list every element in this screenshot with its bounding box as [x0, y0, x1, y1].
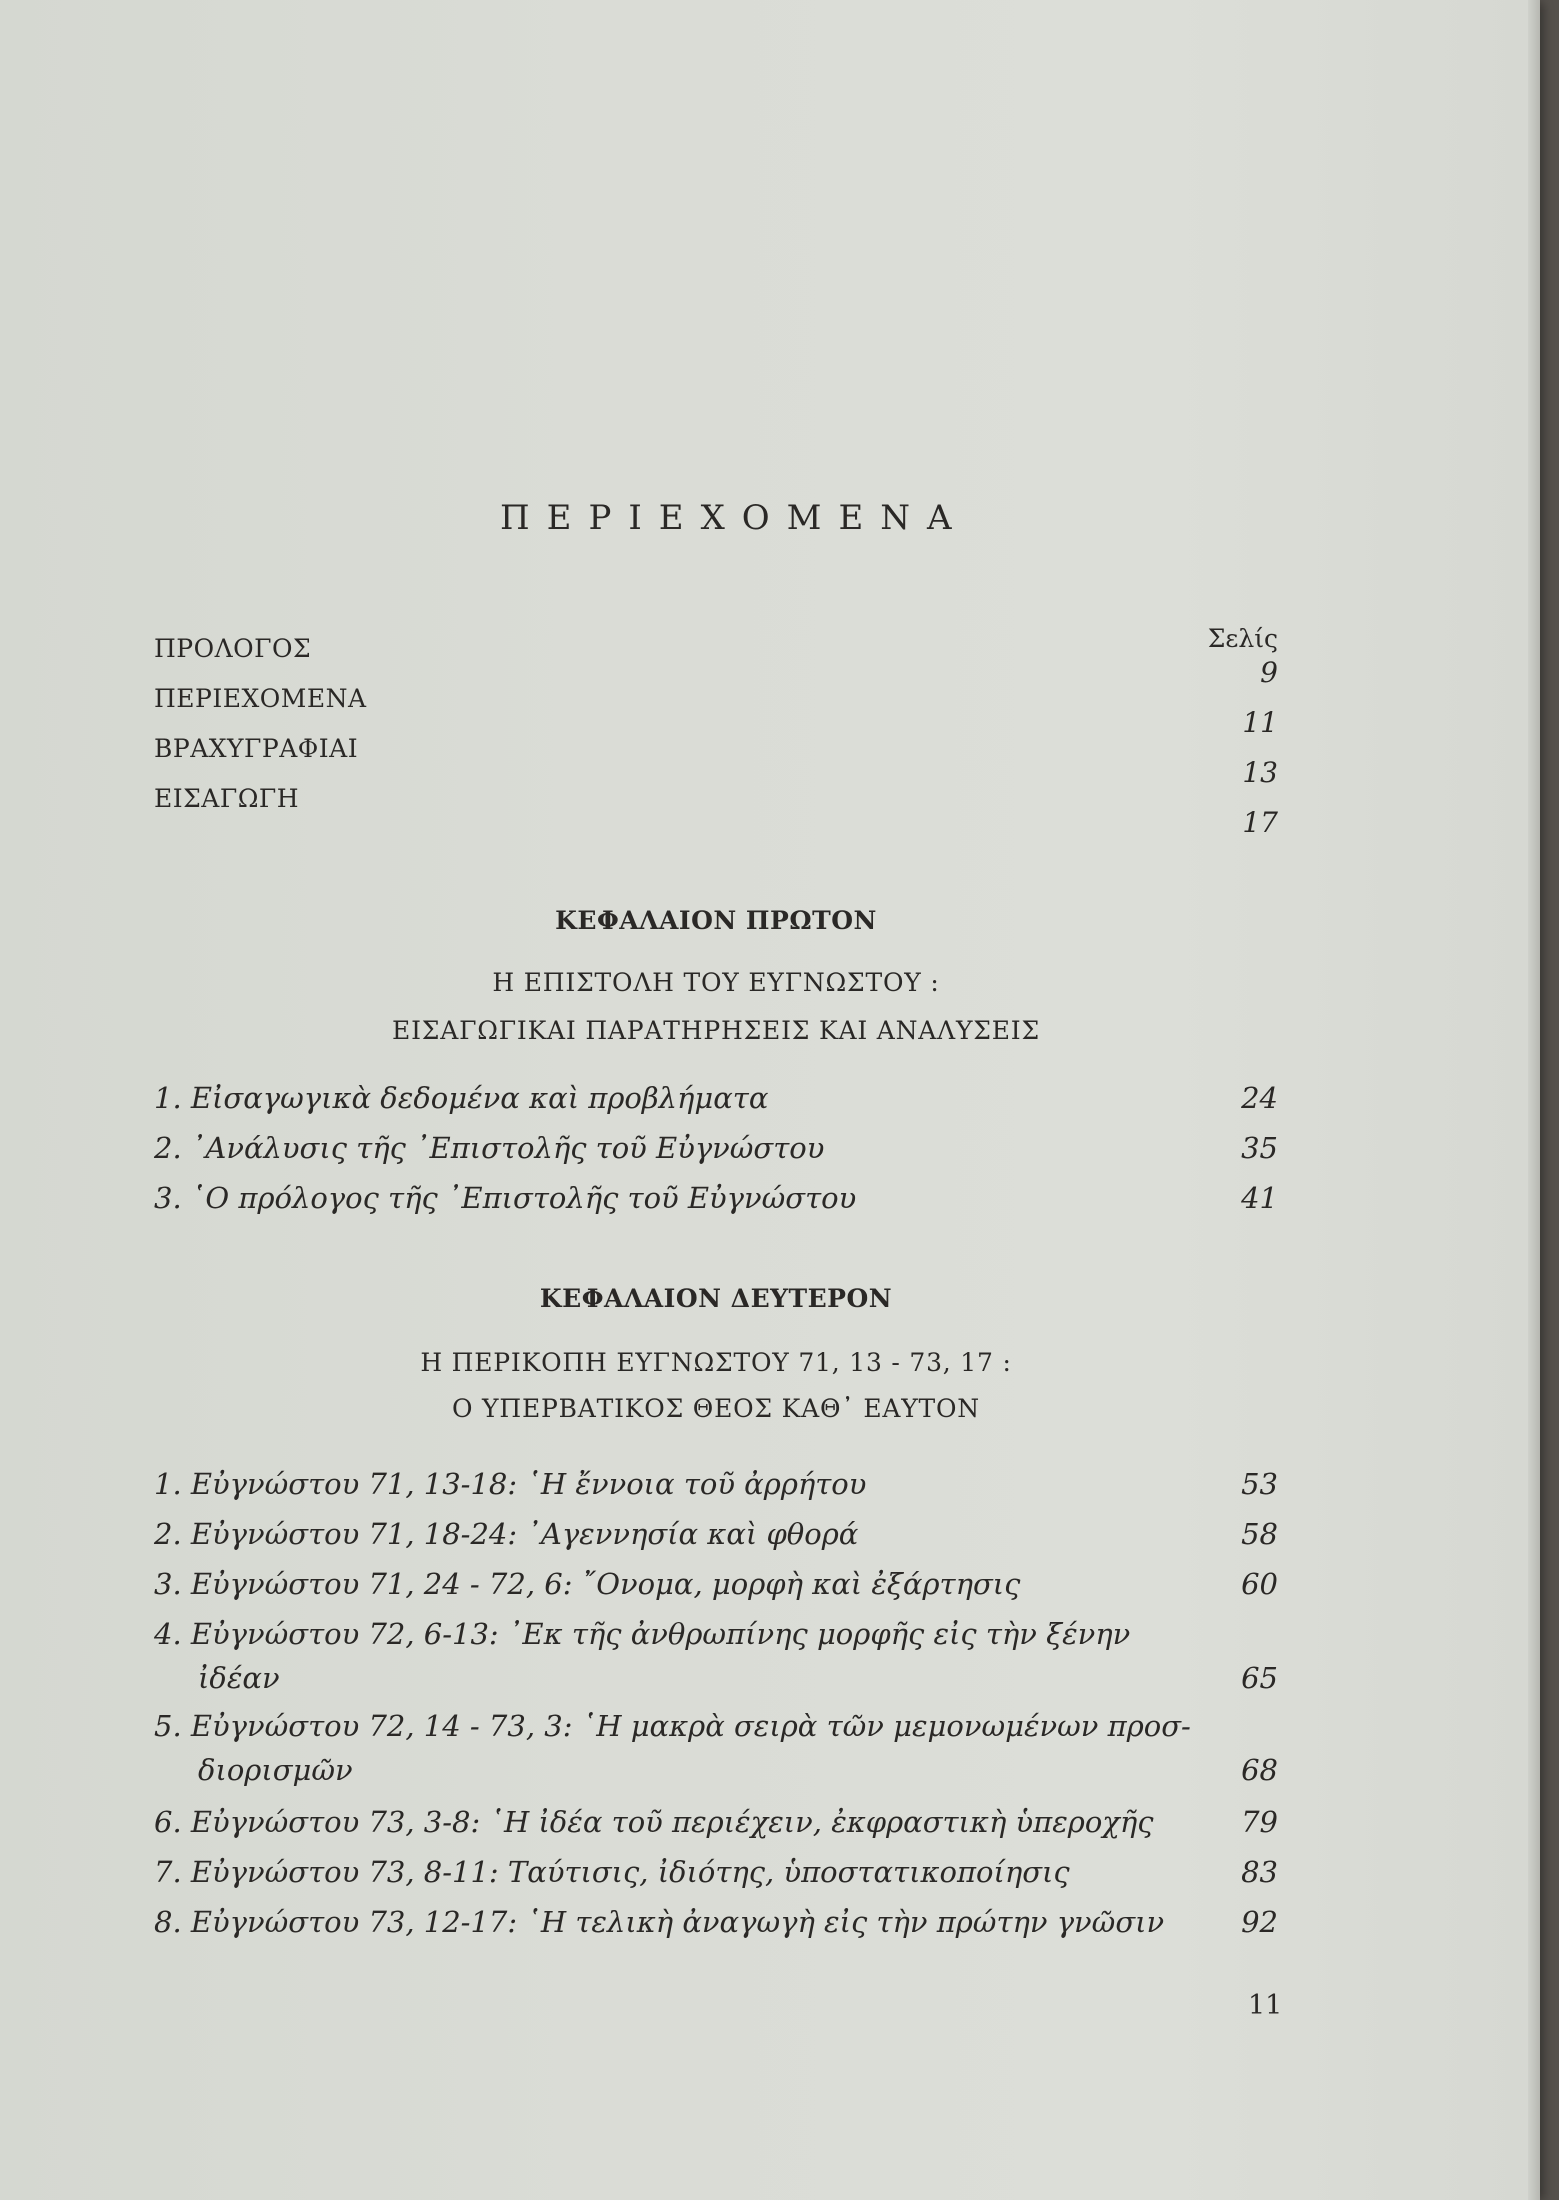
toc-entry-text: 1. Εὐγνώστου 71, 13-18: ῾Η ἔννοια τοῦ ἀρρήτου — [154, 1467, 867, 1501]
toc-entry-text: 7. Εὐγνώστου 73, 8-11: Ταύτισις, ἰδιότης, ὑποστατικοποίησις — [154, 1855, 1070, 1889]
front-matter-page: 13 — [1242, 756, 1278, 789]
toc-entry-text: 3. ῾Ο πρόλογος τῆς ᾿Επιστολῆς τοῦ Εὐγνώστου — [154, 1181, 857, 1215]
toc-entry-page: 53 — [1241, 1467, 1278, 1501]
toc-entry-page: 83 — [1241, 1855, 1278, 1889]
chapter-subtitle: Ο ΥΠΕΡΒΑΤΙΚΟΣ ΘΕΟΣ ΚΑΘ᾿ ΕΑΥΤΟΝ — [452, 1394, 980, 1423]
toc-entry-page: 35 — [1241, 1131, 1278, 1165]
toc-entry — [154, 1462, 1278, 1506]
front-matter-row — [154, 734, 1278, 789]
toc-entry — [154, 1126, 1278, 1170]
toc-entry-text: 2. ᾿Ανάλυσις τῆς ᾿Επιστολῆς τοῦ Εὐγνώστου — [154, 1131, 825, 1165]
toc-entry — [154, 1076, 1278, 1120]
toc-entry-page: 24 — [1241, 1081, 1278, 1115]
toc-entry-text: 5. Εὐγνώστου 72, 14 - 73, 3: ῾Η μακρὰ σειρὰ τῶν μεμονωμένων προσ- — [154, 1709, 1191, 1743]
front-matter-page: 9 — [1260, 656, 1278, 689]
toc-entry — [154, 1704, 1278, 1792]
toc-entry-text-continuation: ἰδέαν — [198, 1661, 280, 1695]
toc-entry-text: 6. Εὐγνώστου 73, 3-8: ῾Η ἰδέα τοῦ περιέχειν, ἐκφραστικὴ ὑπεροχῆς — [154, 1805, 1154, 1839]
chapter-label: ΚΕΦΑΛΑΙΟΝ ΠΡΩΤΟΝ — [555, 906, 877, 935]
page-title: ΠΕΡΙΕΧΟΜΕΝΑ — [500, 498, 969, 538]
toc-entry-text: 8. Εὐγνώστου 73, 12-17: ῾Η τελικὴ ἀναγωγὴ εἰς τὴν πρώτην γνῶσιν — [154, 1905, 1165, 1939]
front-matter-label: ΠΡΟΛΟΓΟΣ — [154, 634, 312, 663]
toc-entry-page: 92 — [1241, 1905, 1278, 1939]
toc-entry-page: 58 — [1241, 1517, 1278, 1551]
toc-entry-page: 65 — [1241, 1661, 1278, 1695]
chapter-subtitle: Η ΕΠΙΣΤΟΛΗ ΤΟΥ ΕΥΓΝΩΣΤΟΥ : — [492, 968, 940, 997]
toc-entry-page: 68 — [1241, 1753, 1278, 1787]
toc-entry — [154, 1512, 1278, 1556]
chapter-subtitle: ΕΙΣΑΓΩΓΙΚΑΙ ΠΑΡΑΤΗΡΗΣΕΙΣ ΚΑΙ ΑΝΑΛΥΣΕΙΣ — [392, 1016, 1040, 1045]
toc-entry-page: 79 — [1241, 1805, 1278, 1839]
toc-entry — [154, 1176, 1278, 1220]
toc-entry — [154, 1612, 1278, 1700]
toc-entry-text: 3. Εὐγνώστου 71, 24 - 72, 6: ῎Ονομα, μορφὴ καὶ ἐξάρτησις — [154, 1567, 1021, 1601]
front-matter-row — [154, 784, 1278, 839]
toc-entry-text: 4. Εὐγνώστου 72, 6-13: ᾿Εκ τῆς ἀνθρωπίνης μορφῆς εἰς τὴν ξένην — [154, 1617, 1131, 1651]
page-number: 11 — [1248, 1990, 1283, 2021]
toc-entry-text-continuation: διορισμῶν — [198, 1753, 353, 1787]
chapter-label: ΚΕΦΑΛΑΙΟΝ ΔΕΥΤΕΡΟΝ — [539, 1284, 893, 1313]
toc-entry — [154, 1900, 1278, 1944]
toc-entry-text: 2. Εὐγνώστου 71, 18-24: ᾿Αγεννησία καὶ φθορά — [154, 1517, 859, 1551]
front-matter-page: 17 — [1242, 806, 1278, 839]
front-matter-label: ΕΙΣΑΓΩΓΗ — [154, 784, 300, 813]
front-matter-label: ΠΕΡΙΕΧΟΜΕΝΑ — [154, 684, 367, 713]
front-matter-page: 11 — [1242, 706, 1278, 739]
toc-entry-text: 1. Εἰσαγωγικὰ δεδομένα καὶ προβλήματα — [154, 1081, 769, 1115]
page-column-label: Σελίς — [1207, 624, 1278, 653]
toc-entry — [154, 1562, 1278, 1606]
toc-entry-page: 41 — [1241, 1181, 1278, 1215]
chapter-subtitle: Η ΠΕΡΙΚΟΠΗ ΕΥΓΝΩΣΤΟΥ 71, 13 - 73, 17 : — [420, 1348, 1012, 1377]
page-edge — [1528, 0, 1540, 2200]
front-matter-row — [154, 634, 1278, 689]
toc-entry — [154, 1800, 1278, 1844]
toc-entry-page: 60 — [1241, 1567, 1278, 1601]
front-matter-label: ΒΡΑΧΥΓΡΑΦΙΑΙ — [154, 734, 359, 763]
front-matter-row — [154, 684, 1278, 739]
toc-entry — [154, 1850, 1278, 1894]
